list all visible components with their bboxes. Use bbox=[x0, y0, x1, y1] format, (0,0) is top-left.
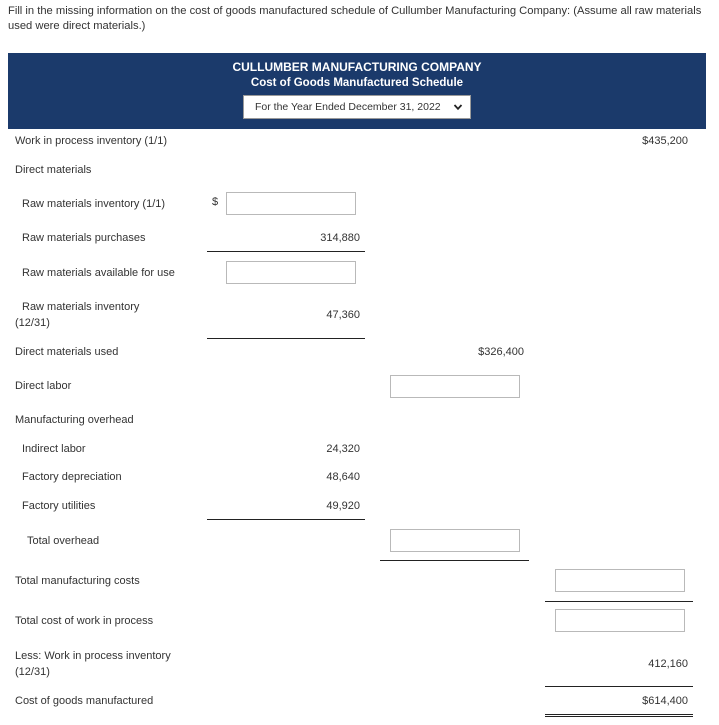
rm-inventory-begin-input[interactable] bbox=[226, 192, 356, 215]
total-double-rule bbox=[545, 714, 693, 717]
rm-inventory-end-label: Raw materials inventory (12/31) bbox=[15, 301, 140, 329]
factory-depreciation-value: 48,640 bbox=[326, 471, 360, 483]
rm-available-input[interactable] bbox=[226, 261, 356, 284]
total-overhead-input[interactable] bbox=[390, 529, 520, 552]
dm-used-label: Direct materials used bbox=[15, 346, 119, 358]
mfg-overhead-label: Manufacturing overhead bbox=[15, 414, 134, 426]
schedule-header bbox=[8, 53, 706, 129]
indirect-labor-label: Indirect labor bbox=[22, 443, 86, 455]
dm-used-value: $326,400 bbox=[478, 346, 524, 358]
total-cost-wip-input[interactable] bbox=[555, 609, 685, 632]
period-select-value: For the Year Ended December 31, 2022 bbox=[255, 101, 441, 113]
subtotal-rule bbox=[545, 686, 693, 687]
rm-inventory-end-value: 47,360 bbox=[326, 309, 360, 321]
currency-symbol: $ bbox=[212, 196, 219, 208]
subtotal-rule bbox=[207, 338, 365, 339]
rm-inventory-begin-label: Raw materials inventory (1/1) bbox=[22, 198, 166, 210]
period-select[interactable] bbox=[243, 95, 471, 119]
schedule-title: Cost of Goods Manufactured Schedule bbox=[250, 77, 464, 89]
chevron-down-icon bbox=[453, 102, 463, 112]
indirect-labor-value: 24,320 bbox=[326, 443, 360, 455]
subtotal-rule bbox=[380, 560, 529, 561]
direct-labor-input[interactable] bbox=[390, 375, 520, 398]
cogm-label: Cost of goods manufactured bbox=[15, 695, 154, 707]
subtotal-rule bbox=[207, 251, 365, 252]
rm-purchases-value: 314,880 bbox=[320, 232, 360, 244]
wip-begin-value: $435,200 bbox=[642, 135, 688, 147]
total-overhead-label: Total overhead bbox=[27, 535, 100, 547]
wip-end-label: Less: Work in process inventory (12/31) bbox=[15, 650, 171, 678]
wip-begin-label: Work in process inventory (1/1) bbox=[15, 135, 168, 147]
factory-depreciation-label: Factory depreciation bbox=[22, 471, 122, 483]
factory-utilities-value: 49,920 bbox=[326, 500, 360, 512]
subtotal-rule bbox=[545, 601, 693, 602]
rm-purchases-label: Raw materials purchases bbox=[22, 232, 146, 244]
wip-end-value: 412,160 bbox=[648, 658, 688, 670]
cogm-value: $614,400 bbox=[642, 695, 688, 707]
total-mfg-costs-label: Total manufacturing costs bbox=[15, 575, 140, 587]
instructions-text: Fill in the missing information on the cost of goods manufactured schedule of Cullumber Manufacturing Company: (Assume all raw materials used were direct materials.) bbox=[8, 5, 702, 32]
direct-labor-label: Direct labor bbox=[15, 380, 72, 392]
total-cost-wip-label: Total cost of work in process bbox=[15, 615, 154, 627]
rm-available-label: Raw materials available for use bbox=[22, 267, 175, 279]
direct-materials-label: Direct materials bbox=[15, 164, 92, 176]
company-name: CULLUMBER MANUFACTURING COMPANY bbox=[232, 60, 482, 74]
factory-utilities-label: Factory utilities bbox=[22, 500, 96, 512]
subtotal-rule bbox=[207, 519, 365, 520]
total-mfg-costs-input[interactable] bbox=[555, 569, 685, 592]
